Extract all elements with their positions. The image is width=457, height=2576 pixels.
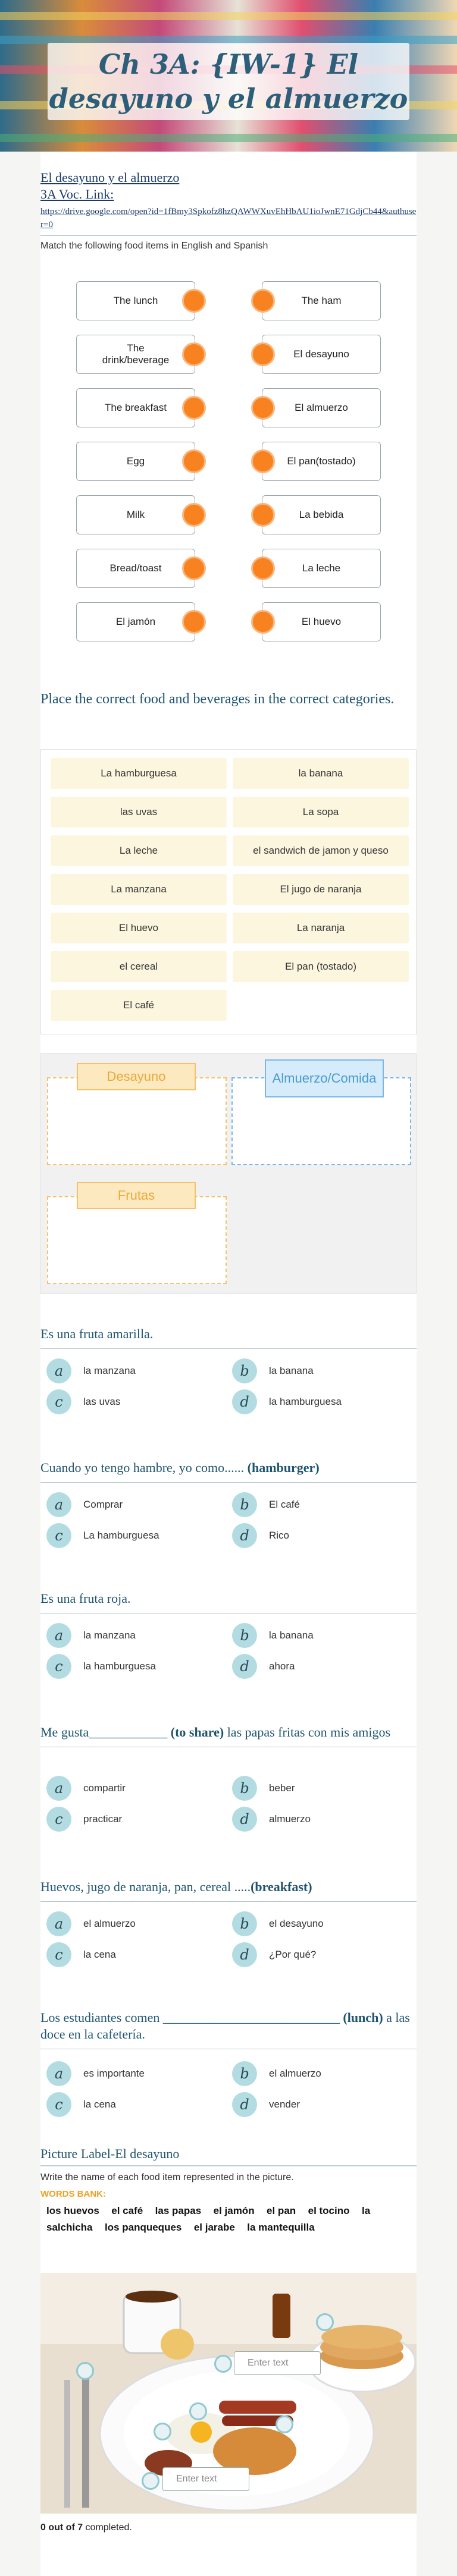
intro-section [40,169,417,251]
match-connector-dot[interactable] [182,503,206,527]
zone-label-frutas: Frutas [77,1182,196,1209]
draggable-food-item[interactable]: la banana [233,758,409,789]
option-letter-badge[interactable]: a [46,2061,71,2086]
worksheet-sheet [40,152,417,2576]
option-label: practicar [83,1813,123,1825]
word-bank-item: el jamón [213,2205,255,2216]
draggable-food-item[interactable]: El jugo de naranja [233,874,409,905]
option-letter-badge[interactable]: a [46,1911,71,1936]
answer-option[interactable] [46,2061,145,2086]
match-right-item[interactable]: La leche [262,549,381,588]
option-letter-badge[interactable]: c [46,1807,71,1832]
zone-desayuno[interactable] [47,1077,227,1165]
status-text: completed. [83,2522,132,2533]
word-bank-item: las papas [155,2205,202,2216]
answer-option[interactable] [46,1389,120,1414]
option-letter-badge[interactable]: d [232,1523,257,1548]
match-connector-dot[interactable] [182,610,206,634]
word-bank-item: la salchicha [46,2205,371,2233]
draggable-food-item[interactable]: La manzana [51,874,227,905]
completion-status [40,2522,417,2533]
answer-option[interactable] [232,1623,314,1648]
match-left-item[interactable]: The drink/beverage [76,335,195,374]
question-prompt [40,1460,417,1483]
match-right-item[interactable]: El huevo [262,602,381,641]
drop-zones-area [40,1053,417,1294]
match-connector-dot[interactable] [182,449,206,473]
answer-option[interactable] [232,1492,300,1517]
question-hint: (lunch) [343,2010,383,2025]
draggable-food-item[interactable]: La leche [51,835,227,866]
option-letter-badge[interactable]: a [46,1492,71,1517]
question-prompt [40,1326,417,1349]
option-letter-badge[interactable]: d [232,1389,257,1414]
option-letter-badge[interactable]: c [46,1654,71,1679]
picture-label-section [40,2146,417,2236]
question-text-end: las papas fritas con mis amigos [224,1725,391,1740]
answer-option[interactable] [232,1776,295,1801]
page-title: Ch 3A: {IW-1} El desayuno y el almuerzo [49,48,408,115]
label-pin [189,2402,207,2420]
option-label: Comprar [83,1499,123,1510]
question-text: Me gusta____________ [40,1725,171,1740]
question-prompt [40,1724,417,1747]
question-prompt [40,1879,417,1902]
option-label: ¿Por qué? [269,1949,317,1960]
option-letter-badge[interactable]: d [232,2092,257,2117]
option-label: ahora [269,1660,295,1672]
option-label: la manzana [83,1365,136,1376]
option-label: La hamburguesa [83,1530,159,1541]
option-label: almuerzo [269,1813,311,1825]
match-connector-dot[interactable] [251,289,275,313]
match-connector-dot[interactable] [251,610,275,634]
option-letter-badge[interactable]: b [232,2061,257,2086]
word-bank-item: el tocino [308,2205,350,2216]
divider [40,2165,417,2166]
option-label: la banana [269,1630,314,1641]
option-letter-badge[interactable]: b [232,1776,257,1801]
question-text: Huevos, jugo de naranja, pan, cereal ..... [40,1879,251,1894]
option-letter-badge[interactable]: c [46,1942,71,1967]
question-text: Es una fruta roja. [40,1591,131,1606]
answer-option[interactable] [46,1523,159,1548]
header-banner [0,0,457,152]
match-right-item[interactable]: El almuerzo [262,388,381,427]
option-label: es importante [83,2068,145,2079]
match-left-item[interactable]: Egg [76,442,195,481]
answer-option[interactable] [232,1523,289,1548]
matching-instruction: Match the following food items in English and Spanish [40,241,268,251]
answer-option[interactable] [232,1807,311,1832]
answer-option[interactable] [46,1358,136,1383]
option-label: beber [269,1782,295,1794]
word-bank-item: la mantequilla [247,2222,315,2233]
match-connector-dot[interactable] [182,289,206,313]
label-pin [76,2362,94,2380]
option-letter-badge[interactable]: c [46,1523,71,1548]
option-letter-badge[interactable]: d [232,1942,257,1967]
option-letter-badge[interactable]: d [232,1654,257,1679]
draggable-food-item[interactable]: La naranja [233,913,409,943]
draggable-food-item[interactable]: El café [51,990,227,1021]
option-label: la cena [83,2099,116,2110]
answer-option[interactable] [46,1492,123,1517]
match-connector-dot[interactable] [251,556,275,580]
answer-option[interactable] [232,1911,324,1936]
draggable-food-item[interactable]: El huevo [51,913,227,943]
status-count: 0 out of 7 [40,2522,83,2533]
answer-option[interactable] [46,1654,156,1679]
match-right-item[interactable]: El pan(tostado) [262,442,381,481]
match-left-item[interactable]: Milk [76,495,195,534]
match-connector-dot[interactable] [182,342,206,366]
label-input[interactable]: Enter text [162,2467,249,2491]
match-connector-dot[interactable] [251,342,275,366]
label-pin [316,2313,334,2331]
draggable-food-item[interactable]: el cereal [51,951,227,982]
option-label: la cena [83,1949,116,1960]
option-label: el almuerzo [83,1918,136,1929]
word-bank-item: los panqueques [104,2222,182,2233]
answer-option[interactable] [232,1654,295,1679]
draggable-food-item[interactable]: La sopa [233,797,409,828]
option-letter-badge[interactable]: b [232,1492,257,1517]
match-right-item[interactable]: La bebida [262,495,381,534]
label-pin [276,2415,293,2433]
word-bank-item: los huevos [46,2205,99,2216]
option-letter-badge[interactable]: b [232,1911,257,1936]
option-letter-badge[interactable]: a [46,1358,71,1383]
option-label: compartir [83,1782,126,1794]
question-text: Cuando yo tengo hambre, yo como...... [40,1460,248,1475]
draggable-food-item[interactable]: La hamburguesa [51,758,227,789]
answer-option[interactable] [46,2092,116,2117]
option-label: la banana [269,1365,314,1376]
zone-label-almuerzo: Almuerzo/Comida [265,1059,384,1097]
option-letter-badge[interactable]: b [232,1358,257,1383]
match-right-item[interactable]: The ham [262,281,381,320]
option-letter-badge[interactable]: d [232,1807,257,1832]
categorize-section [40,690,417,709]
label-pin [154,2423,171,2440]
question-text: Es una fruta amarilla. [40,1326,154,1341]
word-bank-item: el pan [267,2205,296,2216]
words-bank-label: WORDS BANK: [40,2189,106,2199]
option-letter-badge[interactable]: c [46,1389,71,1414]
match-connector-dot[interactable] [182,396,206,420]
zone-frutas[interactable] [47,1196,227,1284]
answer-option[interactable] [232,2092,300,2117]
draggable-food-item[interactable]: el sandwich de jamon y queso [233,835,409,866]
match-connector-dot[interactable] [251,396,275,420]
match-connector-dot[interactable] [251,503,275,527]
answer-option[interactable] [232,2061,321,2086]
categorize-heading: Place the correct food and beverages in the correct categories. [40,691,395,707]
answer-option[interactable] [232,1358,314,1383]
answer-option[interactable] [232,1942,316,1967]
draggable-food-item[interactable]: las uvas [51,797,227,828]
word-bank-item: el jarabe [193,2222,235,2233]
question-text: Los estudiantes comen ___________________________ [40,2010,343,2025]
match-connector-dot[interactable] [182,556,206,580]
match-left-item[interactable]: The breakfast [76,388,195,427]
answer-option[interactable] [46,1942,116,1967]
link-subtitle[interactable]: 3A Voc. Link: [40,187,114,202]
question-text-end: a las doce en la cafetería. [40,2010,410,2042]
option-label: El café [269,1499,300,1510]
matching-section [40,281,417,662]
match-left-item[interactable]: Bread/toast [76,549,195,588]
question-hint: (breakfast) [251,1879,312,1894]
option-letter-badge[interactable]: b [232,1623,257,1648]
option-letter-badge[interactable]: a [46,1776,71,1801]
match-right-item[interactable]: El desayuno [262,335,381,374]
label-input[interactable]: Enter text [234,2351,321,2375]
words-bank [40,2203,417,2236]
breakfast-photo [40,2273,417,2514]
option-label: la manzana [83,1630,136,1641]
option-label: el desayuno [269,1918,324,1929]
word-bank-item: el café [111,2205,143,2216]
label-pin [142,2472,159,2490]
picture-label-instruction: Write the name of each food item represented in the picture. [40,2172,294,2182]
label-pin [214,2355,232,2373]
zone-label-desayuno: Desayuno [77,1063,196,1090]
question-prompt [40,2009,417,2049]
option-label: las uvas [83,1396,121,1407]
answer-option[interactable] [46,1911,136,1936]
divider [40,235,417,236]
draggable-food-item[interactable]: El pan (tostado) [233,951,409,982]
title-box [48,43,409,120]
option-label: Rico [269,1530,290,1541]
match-left-item[interactable]: El jamón [76,602,195,641]
answer-option[interactable] [46,1776,126,1801]
option-label: la hamburguesa [269,1396,342,1407]
option-letter-badge[interactable]: a [46,1623,71,1648]
question-prompt [40,1590,417,1613]
option-label: la hamburguesa [83,1660,156,1672]
picture-label-heading: Picture Label-El desayuno [40,2146,180,2161]
option-letter-badge[interactable]: c [46,2092,71,2117]
link-url[interactable]: https://drive.google.com/open?id=1fBmy3Spkofz8hzQAWWXuvEhHbAU1ioJwnE71GdjCb44&authuser=0 [40,207,417,229]
question-hint: (hamburger) [247,1460,320,1475]
option-label: vender [269,2099,300,2110]
answer-option[interactable] [46,1807,122,1832]
draggable-items-box [40,749,417,1034]
answer-option[interactable] [232,1389,342,1414]
option-label: el almuerzo [269,2068,321,2079]
match-left-item[interactable]: The lunch [76,281,195,320]
match-connector-dot[interactable] [251,449,275,473]
question-hint: (to share) [170,1725,224,1740]
link-title[interactable]: El desayuno y el almuerzo [40,170,180,185]
answer-option[interactable] [46,1623,136,1648]
